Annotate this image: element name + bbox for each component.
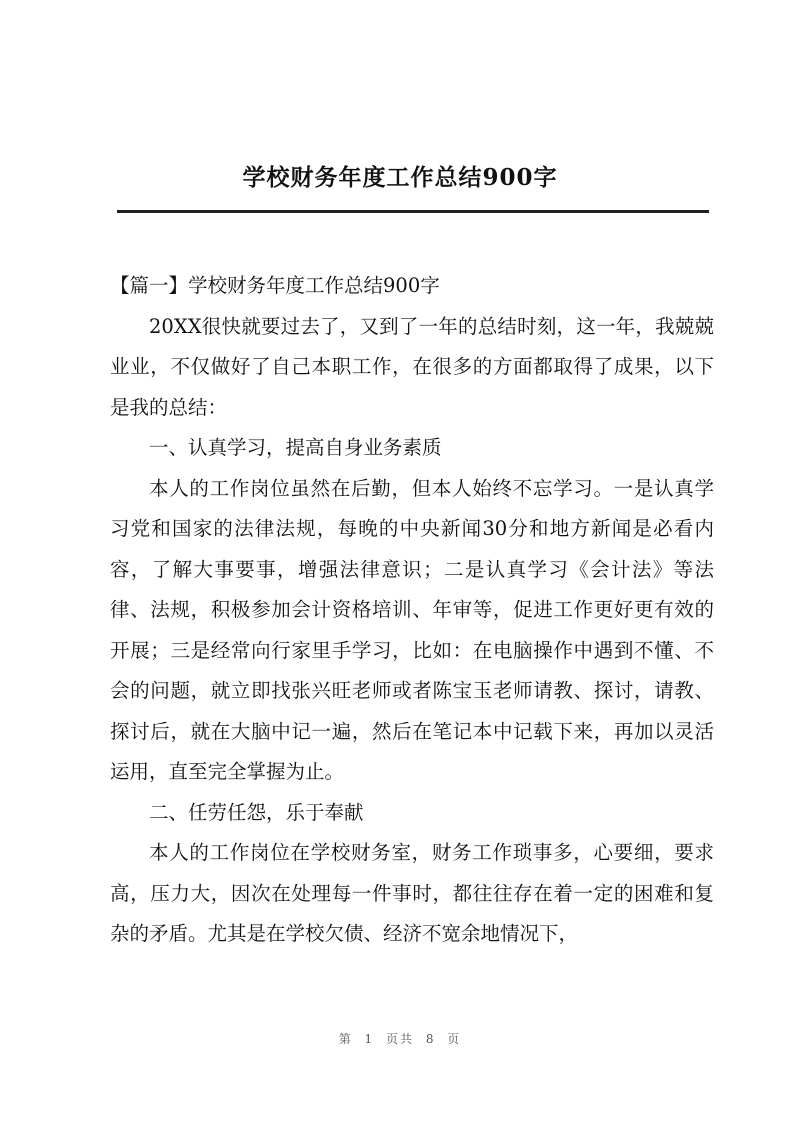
title-divider: [117, 210, 709, 213]
paragraph: 20XX很快就要过去了，又到了一年的总结时刻，这一年，我兢兢业业，不仅做好了自己本职工作，在很多的方面都取得了成果，以下是我的总结：: [110, 314, 714, 419]
subsection-heading: 一、认真学习，提高自身业务素质: [149, 436, 442, 459]
page-footer: 第 1 页共 8 页: [338, 1032, 462, 1046]
paragraph: 本人的工作岗位虽然在后勤，但本人始终不忘学习。一是认真学习党和国家的法律法规，每晚的中央新闻30分和地方新闻是必看内容，了解大事要事，增强法律意识；二是认真学习《会计法》等法律、法规，积极参加会计资格培训、年审等，促进工作更好更有效的开展；三是经常向行家里手学习，比如：在电脑操作中遇到不懂、不会的问题，就立即找张兴旺老师或者陈宝玉老师请教、探讨，请教、探讨后，就在大脑中记一遍，然后在笔记本中记载下来，再加以灵活运用，直至完全掌握为止。: [110, 476, 714, 783]
document-title: 学校财务年度工作总结900字: [242, 164, 558, 191]
document-body: [110, 266, 714, 955]
paragraph: 本人的工作岗位在学校财务室，财务工作琐事多，心要细，要求高，压力大，因次在处理每一件事时，都往往存在着一定的困难和复杂的矛盾。尤其是在学校欠债、经济不宽余地情况下，: [110, 841, 714, 945]
section-heading: 【篇一】学校财务年度工作总结900字: [110, 274, 440, 297]
subsection-heading: 二、任劳任怨，乐于奉献: [149, 800, 364, 824]
